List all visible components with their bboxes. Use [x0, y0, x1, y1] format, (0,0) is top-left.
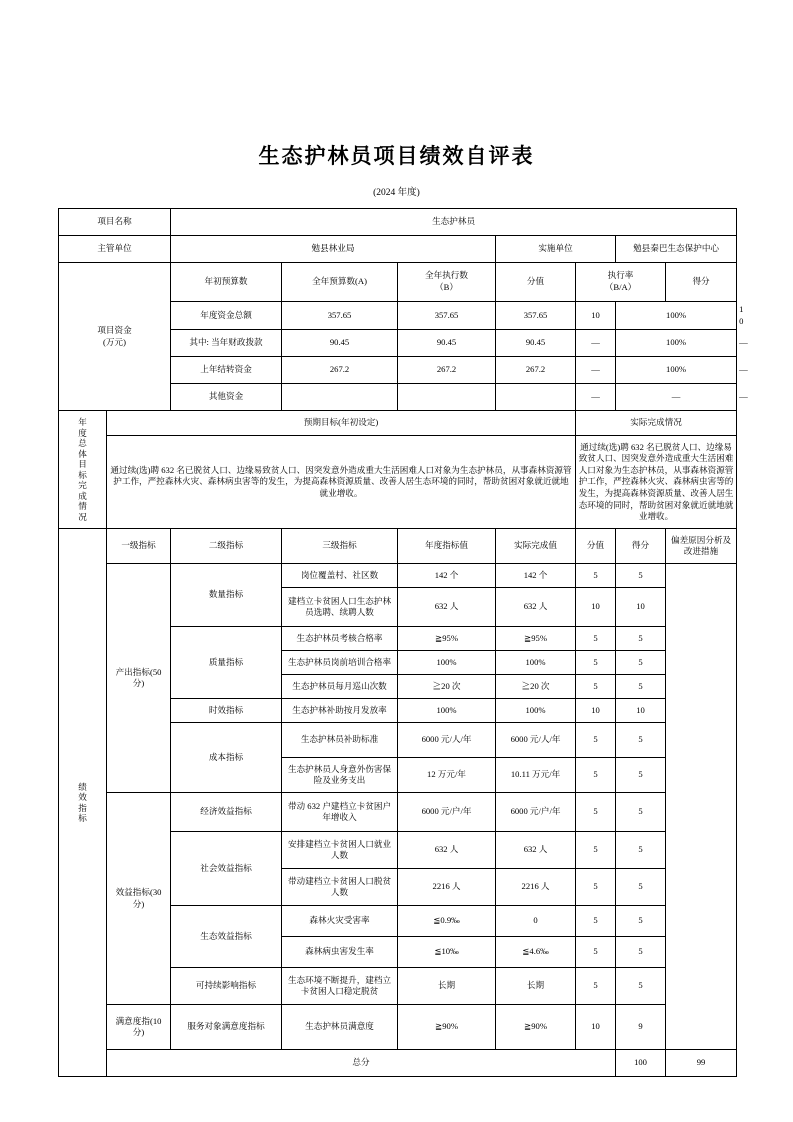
- funds-item-beginning: 267.2: [282, 357, 398, 384]
- score: 5: [616, 723, 666, 758]
- score-value: 5: [576, 906, 616, 937]
- funds-item-score-value: —: [576, 357, 616, 384]
- header-score-value: 分值: [576, 529, 616, 564]
- funds-item-score-value: —: [576, 384, 616, 411]
- level2-timeliness: 时效指标: [171, 699, 282, 723]
- actual-value: 长期: [496, 968, 576, 1005]
- score-value: 5: [576, 793, 616, 832]
- table-row: 其他资金 — — —: [59, 384, 737, 411]
- target-value: 632 人: [398, 588, 496, 627]
- funds-item-beginning: 357.65: [282, 302, 398, 330]
- target-value: 6000 元/人/年: [398, 723, 496, 758]
- actual-value: 6000 元/人/年: [496, 723, 576, 758]
- actual-value: 6000 元/户/年: [496, 793, 576, 832]
- project-name-value: 生态护林员: [171, 209, 737, 236]
- actual-value: ≧95%: [496, 627, 576, 651]
- level1-output: 产出指标(50 分): [107, 564, 171, 793]
- supervisor-value: 勉县林业局: [171, 236, 496, 263]
- actual-value: 10.11 万元/年: [496, 758, 576, 793]
- table-row: [59, 209, 737, 236]
- target-value: ≦10‰: [398, 937, 496, 968]
- actual-value: 632 人: [496, 588, 576, 627]
- expected-goal-text: 通过续(选)聘 632 名已脱贫人口、边缘易致贫人口、因突发意外造成重大生活困难人口对象为生态护林员，从事森林资源管护工作，严控森林火灾、森林病虫害等的发生，为提高森林资源质量、改善人居生态环境的同时，帮助贫困对象就近就地就业增收。: [107, 436, 576, 529]
- level3-label: 生态护林员人身意外伤害保险及业务支出: [282, 758, 398, 793]
- actual-result-header: 实际完成情况: [576, 411, 737, 436]
- indicators-label: 绩效指标: [59, 529, 107, 1077]
- header-deviation: 偏差原因分析及改进措施: [666, 529, 737, 564]
- table-row: [59, 564, 737, 588]
- target-value: 12 万元/年: [398, 758, 496, 793]
- funds-header-beginning: 年初预算数: [171, 263, 282, 302]
- table-row: 上年结转资金 267.2 267.2 267.2 — 100% —: [59, 357, 737, 384]
- header-score: 得分: [616, 529, 666, 564]
- funds-header-score: 得分: [666, 263, 737, 302]
- score: 9: [616, 1005, 666, 1050]
- funds-item-rate: 100%: [616, 302, 737, 330]
- funds-item-name: 其中: 当年财政拨款: [171, 330, 282, 357]
- target-value: ≦0.9‰: [398, 906, 496, 937]
- funds-item-score-value: —: [576, 330, 616, 357]
- funds-item-rate: 100%: [616, 357, 737, 384]
- level3-label: 生态护林员补助标准: [282, 723, 398, 758]
- header-level3: 三级指标: [282, 529, 398, 564]
- total-score: 99: [666, 1050, 737, 1077]
- funds-item-rate: —: [616, 384, 737, 411]
- table-row: [59, 793, 737, 832]
- score-value: 5: [576, 627, 616, 651]
- actual-value: ≧20 次: [496, 675, 576, 699]
- supervisor-label: 主管单位: [59, 236, 171, 263]
- funds-item-score-value: 10: [576, 302, 616, 330]
- total-label: 总分: [107, 1050, 616, 1077]
- score: 5: [616, 758, 666, 793]
- level2-service-satisfaction: 服务对象满意度指标: [171, 1005, 282, 1050]
- level3-label: 森林病虫害发生率: [282, 937, 398, 968]
- table-row: [59, 236, 737, 263]
- level3-label: 生态护林员考核合格率: [282, 627, 398, 651]
- level2-sustainable: 可持续影响指标: [171, 968, 282, 1005]
- actual-result-text: 通过续(选)聘 632 名已脱贫人口、边缘易致贫人口、因突发意外造成重大生活困难人口对象为生态护林员，从事森林资源管护工作，严控森林火灾、森林病虫害等的发生，为提高森林资源质量、改善人居生态环境的同时，帮助贫困对象就近就地就业增收。: [576, 436, 737, 529]
- funds-item-beginning: 90.45: [282, 330, 398, 357]
- funds-item-executed: 90.45: [496, 330, 576, 357]
- funds-header-executed: 全年执行数 （B）: [398, 263, 496, 302]
- target-value: 100%: [398, 651, 496, 675]
- funds-header-score-value: 分值: [496, 263, 576, 302]
- funds-item-name: 年度资金总额: [171, 302, 282, 330]
- score-value: 5: [576, 937, 616, 968]
- target-value: 142 个: [398, 564, 496, 588]
- level2-quality: 质量指标: [171, 627, 282, 699]
- table-row: [59, 1005, 737, 1050]
- expected-goal-header: 预期目标(年初设定): [107, 411, 576, 436]
- funds-header-annual: 全年预算数(A): [282, 263, 398, 302]
- target-value: 632 人: [398, 832, 496, 869]
- level3-label: 岗位覆盖村、社区数: [282, 564, 398, 588]
- score-value: 5: [576, 968, 616, 1005]
- target-value: 2216 人: [398, 869, 496, 906]
- funds-item-annual: 90.45: [398, 330, 496, 357]
- level3-label: 生态环境不断提升，建档立卡贫困人口稳定脱贫: [282, 968, 398, 1005]
- score-value: 5: [576, 869, 616, 906]
- table-row: [59, 263, 737, 302]
- funds-label: 项目资金 (万元): [59, 263, 171, 411]
- level3-label: 森林火灾受害率: [282, 906, 398, 937]
- table-row: 其中: 当年财政拨款 90.45 90.45 90.45 — 100% —: [59, 330, 737, 357]
- score-value: 10: [576, 699, 616, 723]
- table-row: 年度资金总额 357.65 357.65 357.65 10 100% 10: [59, 302, 737, 330]
- level2-quantity: 数量指标: [171, 564, 282, 627]
- level3-label: 生态护林员岗前培训合格率: [282, 651, 398, 675]
- table-row: [59, 529, 737, 564]
- funds-item-executed: 357.65: [496, 302, 576, 330]
- level2-social: 社会效益指标: [171, 832, 282, 906]
- score: 5: [616, 832, 666, 869]
- actual-value: 100%: [496, 699, 576, 723]
- actual-value: 142 个: [496, 564, 576, 588]
- score: 5: [616, 564, 666, 588]
- total-score-value: 100: [616, 1050, 666, 1077]
- funds-item-annual: [398, 384, 496, 411]
- level3-label: 安排建档立卡贫困人口就业人数: [282, 832, 398, 869]
- table-row: [59, 411, 737, 436]
- score: 5: [616, 627, 666, 651]
- score: 5: [616, 793, 666, 832]
- header-target: 年度指标值: [398, 529, 496, 564]
- score: 10: [616, 699, 666, 723]
- score-value: 5: [576, 651, 616, 675]
- page-title: 生态护林员项目绩效自评表: [258, 145, 535, 168]
- actual-value: ≦4.6‰: [496, 937, 576, 968]
- score: 5: [616, 869, 666, 906]
- performance-table: [58, 208, 748, 1077]
- funds-item-name: 其他资金: [171, 384, 282, 411]
- level1-benefit: 效益指标(30 分): [107, 793, 171, 1005]
- actual-value: 632 人: [496, 832, 576, 869]
- actual-value: 2216 人: [496, 869, 576, 906]
- header-level1: 一级指标: [107, 529, 171, 564]
- level3-label: 生态护林补助按月发放率: [282, 699, 398, 723]
- implementer-label: 实施单位: [496, 236, 616, 263]
- score-value: 5: [576, 564, 616, 588]
- score-value: 5: [576, 723, 616, 758]
- level3-label: 带动 632 户建档立卡贫困户年增收入: [282, 793, 398, 832]
- funds-item-annual: 267.2: [398, 357, 496, 384]
- funds-header-rate: 执行率 （B/A）: [576, 263, 666, 302]
- level2-economic: 经济效益指标: [171, 793, 282, 832]
- target-value: ≧95%: [398, 627, 496, 651]
- header-actual: 实际完成值: [496, 529, 576, 564]
- score-value: 5: [576, 832, 616, 869]
- project-name-label: 项目名称: [59, 209, 171, 236]
- funds-item-beginning: [282, 384, 398, 411]
- level3-label: 生态护林员每月巡山次数: [282, 675, 398, 699]
- score: 10: [616, 588, 666, 627]
- funds-item-executed: 267.2: [496, 357, 576, 384]
- actual-value: 100%: [496, 651, 576, 675]
- target-value: ≧90%: [398, 1005, 496, 1050]
- level1-satisfaction: 满意度指(10 分): [107, 1005, 171, 1050]
- funds-item-name: 上年结转资金: [171, 357, 282, 384]
- implementer-value: 勉县秦巴生态保护中心: [616, 236, 737, 263]
- header-level2: 二级指标: [171, 529, 282, 564]
- funds-item-rate: 100%: [616, 330, 737, 357]
- score-value: 10: [576, 588, 616, 627]
- level2-cost: 成本指标: [171, 723, 282, 793]
- funds-item-executed: [496, 384, 576, 411]
- target-value: ≧20 次: [398, 675, 496, 699]
- score: 5: [616, 651, 666, 675]
- level2-ecological: 生态效益指标: [171, 906, 282, 968]
- actual-value: 0: [496, 906, 576, 937]
- level3-label: 建档立卡贫困人口生态护林员选聘、续聘人数: [282, 588, 398, 627]
- table-row: [59, 1050, 737, 1077]
- score-value: 5: [576, 758, 616, 793]
- actual-value: ≧90%: [496, 1005, 576, 1050]
- deviation-cell: [666, 564, 737, 1050]
- level3-label: 带动建档立卡贫困人口脱贫人数: [282, 869, 398, 906]
- target-value: 6000 元/户/年: [398, 793, 496, 832]
- score: 5: [616, 675, 666, 699]
- score-value: 5: [576, 675, 616, 699]
- target-value: 100%: [398, 699, 496, 723]
- score: 5: [616, 968, 666, 1005]
- annual-goal-label: 年度总体目标完成情况: [59, 411, 107, 529]
- target-value: 长期: [398, 968, 496, 1005]
- score-value: 10: [576, 1005, 616, 1050]
- page-subtitle: (2024 年度): [373, 188, 420, 198]
- table-row: [59, 436, 737, 529]
- score: 5: [616, 906, 666, 937]
- score: 5: [616, 937, 666, 968]
- level3-label: 生态护林员满意度: [282, 1005, 398, 1050]
- funds-item-annual: 357.65: [398, 302, 496, 330]
